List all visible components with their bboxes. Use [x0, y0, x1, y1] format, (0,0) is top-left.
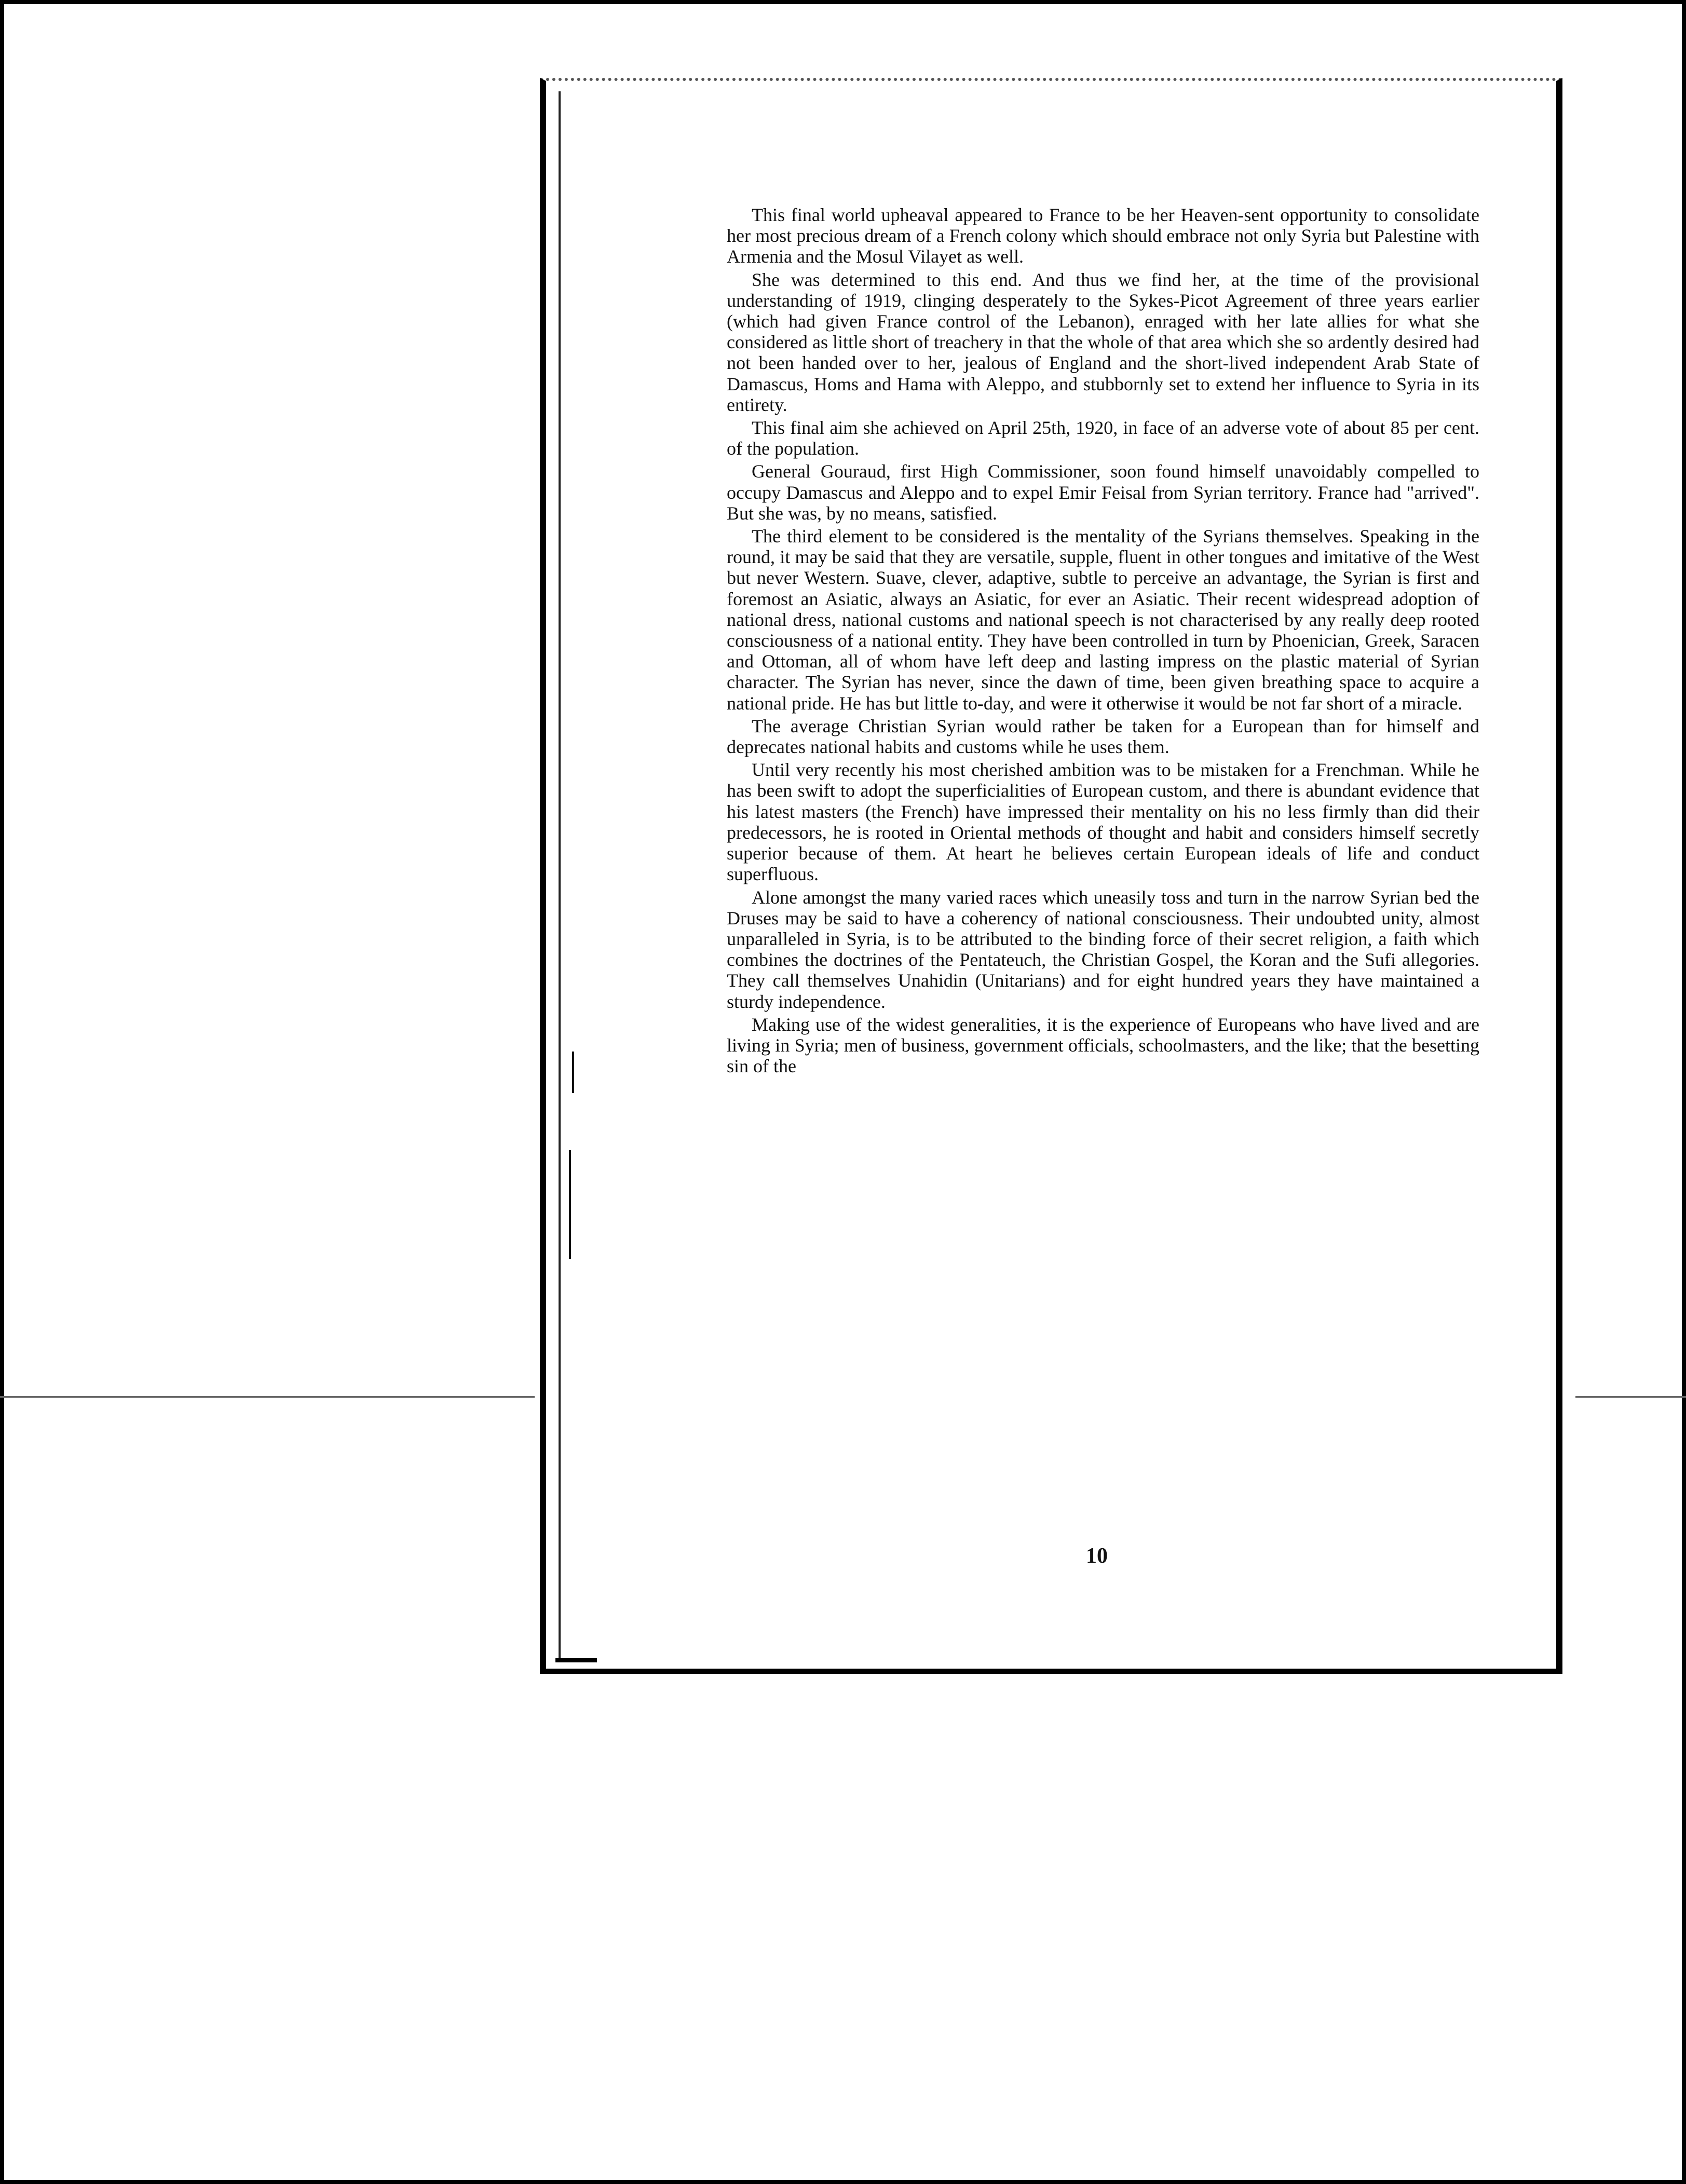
margin-mark [569, 1150, 571, 1259]
paragraph: She was determined to this end. And thus we find her, at the time of the provisional understanding of 1919, clinging desperately to the Sykes-Picot Agreement of three years earlier (which had given France control of the Lebanon), enraged with her late allies for what she considered as little short of treachery in that the whole of that area which she so ardently desired had not been handed over to her, jealous of England and the short-lived independent Arab State of Damascus, Homs and Hama with Aleppo, and stubbornly set to extend her influence to Syria in its entirety. [727, 269, 1479, 415]
book-page [540, 78, 1562, 1674]
edge-mark [555, 1658, 597, 1662]
paragraph: Making use of the widest generalities, it is the experience of Europeans who have lived and are living in Syria; men of business, government officials, schoolmasters, and the like; that the besetting sin of the [727, 1014, 1479, 1077]
paragraph: General Gouraud, first High Commissioner, soon found himself unavoidably compelled to occupy Damascus and Aleppo and to expel Emir Feisal from Syrian territory. France had "arrived". But she was, by no means, satisfied. [727, 461, 1479, 524]
paragraph: This final world upheaval appeared to France to be her Heaven-sent opportunity to consolidate her most precious dream of a French colony which should embrace not only Syria but Palestine with Armenia and the Mosul Vilayet as well. [727, 204, 1479, 267]
body-text [727, 204, 1479, 1079]
paragraph: Alone amongst the many varied races which uneasily toss and turn in the narrow Syrian bed the Druses may be said to have a coherency of national consciousness. Their undoubted unity, almost unparalleled in Syria, is to be attributed to the binding force of their secret religion, a faith which combines the doctrines of the Pentateuch, the Christian Gospel, the Koran and the Sufi allegories. They call themselves Unahidin (Unitarians) and for eight hundred years they have maintained a sturdy independence. [727, 886, 1479, 1012]
paragraph: The average Christian Syrian would rather be taken for a European than for himself and deprecates national habits and customs while he uses them. [727, 715, 1479, 758]
paragraph: This final aim she achieved on April 25th, 1920, in face of an adverse vote of about 85 per cent. of the population. [727, 417, 1479, 459]
paragraph: Until very recently his most cherished ambition was to be mistaken for a Frenchman. While he has been swift to adopt the superficialities of European custom, and there is abundant evidence that his latest masters (the French) have impressed their mentality on his no less firmly than did their predecessors, he is rooted in Oriental methods of thought and habit and considers himself secretly superior because of them. At heart he believes certain European ideals of life and conduct superfluous. [727, 759, 1479, 885]
page-number: 10 [1086, 1544, 1108, 1568]
crop-line-right [1575, 1396, 1686, 1398]
crop-line-left [0, 1396, 535, 1398]
margin-mark [572, 1052, 574, 1093]
paragraph: The third element to be considered is the mentality of the Syrians themselves. Speaking in the round, it may be said that they are versatile, supple, fluent in other tongues and imitative of the West but never Western. Suave, clever, adaptive, subtle to perceive an advantage, the Syrian is first and foremost an Asiatic, always an Asiatic, for ever an Asiatic. Their recent widespread adoption of national dress, national customs and national speech is not characterised by any really deep rooted consciousness of a national entity. They have been controlled in turn by Phoenician, Greek, Saracen and Ottoman, all of whom have left deep and lasting impress on the plastic material of Syrian character. The Syrian has never, since the dawn of time, been given breathing space to acquire a national pride. He has but little to-day, and were it otherwise it would be not far short of a miracle. [727, 526, 1479, 714]
